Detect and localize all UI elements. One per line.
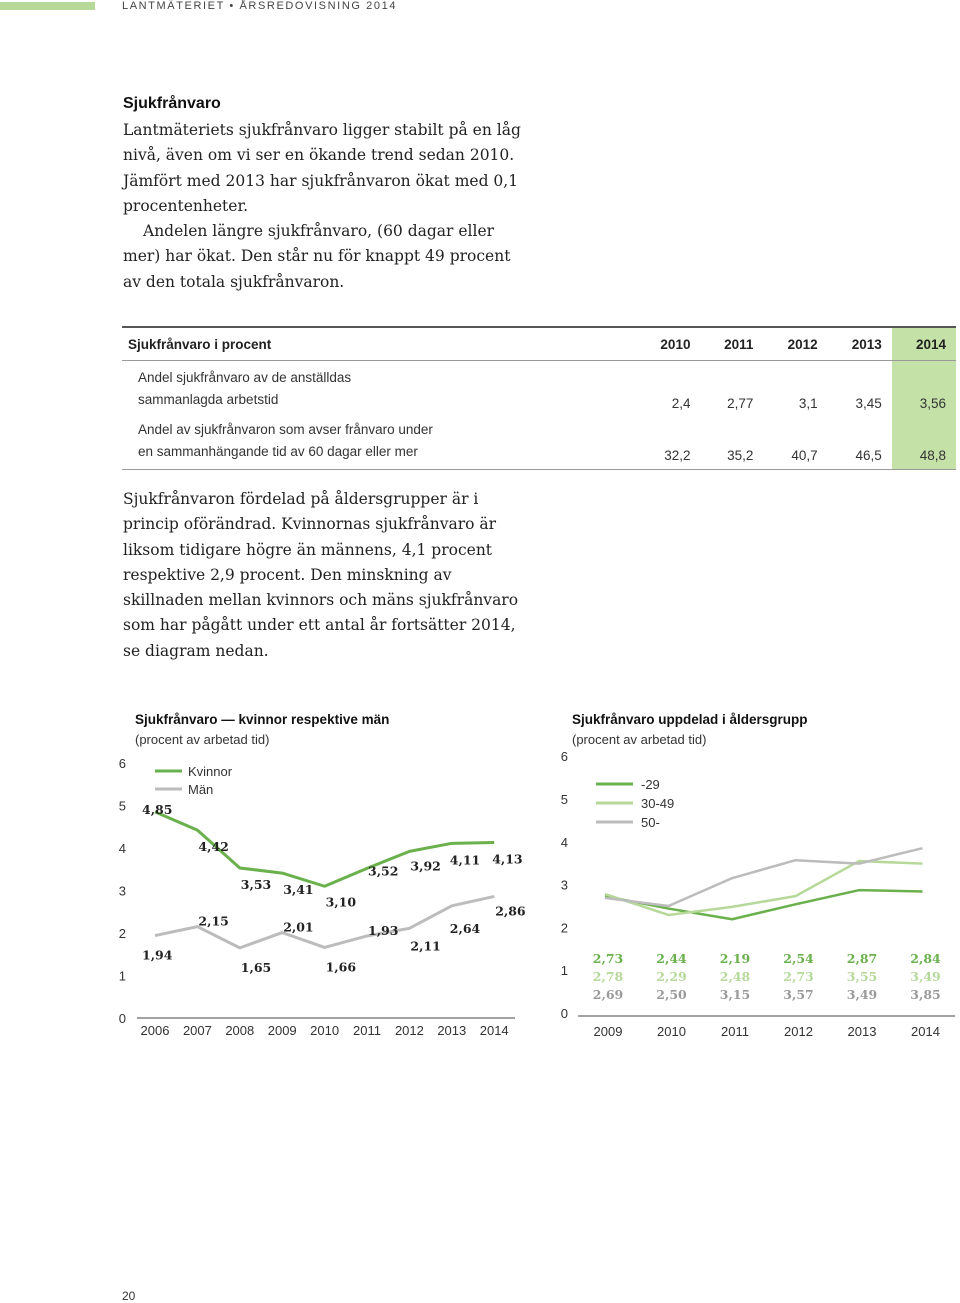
data-label: 3,53	[240, 876, 272, 892]
running-title: LANTMÄTERIET • ÅRSREDOVISNING 2014	[122, 0, 398, 12]
data-label: 2,11	[410, 938, 441, 954]
y-tick-label: 4	[118, 841, 126, 856]
y-tick-label: 0	[560, 1006, 568, 1021]
legend-label: Kvinnor	[188, 764, 233, 779]
data-label: 2,29	[656, 969, 687, 984]
data-label: 2,84	[910, 951, 941, 966]
data-label: 4,13	[492, 851, 523, 867]
data-label: 3,55	[846, 969, 878, 984]
y-tick-label: 1	[560, 963, 568, 979]
y-tick-label: 3	[118, 883, 126, 899]
data-label: 1,94	[142, 947, 173, 963]
data-label: 3,92	[410, 858, 441, 874]
series-line-2	[605, 848, 923, 906]
table-cell: 32,2	[636, 417, 700, 470]
x-tick-label: 2013	[437, 1023, 467, 1038]
col-header: 2011	[700, 327, 763, 361]
table-cell: 40,7	[763, 417, 827, 470]
data-label: 2,54	[783, 951, 814, 966]
x-tick-label: 2007	[182, 1023, 212, 1038]
data-label: 2,50	[656, 987, 687, 1002]
data-label: 2,44	[656, 951, 687, 966]
table-cell: 3,45	[855, 396, 882, 411]
data-label: 4,42	[198, 839, 229, 855]
y-tick-label: 5	[118, 798, 126, 814]
data-label: 3,41	[283, 882, 314, 898]
data-label: 2,69	[592, 987, 624, 1002]
x-tick-label: 2013	[847, 1024, 877, 1039]
table-cell: 2,4	[671, 396, 691, 411]
y-tick-label: 2	[118, 926, 126, 941]
data-label: 2,73	[592, 951, 624, 966]
legend-label: 50-	[641, 815, 660, 830]
x-tick-label: 2012	[394, 1023, 424, 1038]
data-label: 2,78	[592, 969, 624, 984]
y-tick-label: 3	[560, 877, 568, 893]
x-tick-label: 2008	[225, 1023, 255, 1038]
x-tick-label: 2011	[721, 1024, 749, 1039]
paragraph-1: Lantmäteriets sjukfrånvaro ligger stabilt på en låg nivå, även om vi ser en ökande trend sedan 2010. Jämfört med 2013 har sjukfrånvaron ökat med 0,1 procentenheter.	[123, 121, 521, 215]
data-label: 2,01	[283, 919, 314, 935]
col-header: 2013	[828, 327, 892, 361]
legend-label: -29	[641, 777, 660, 792]
table-cell-highlight: 48,8	[892, 417, 956, 470]
table-title: Sjukfrånvaro i procent	[122, 327, 636, 361]
data-label: 2,64	[449, 920, 481, 936]
data-label: 3,85	[910, 987, 941, 1002]
data-label: 1,66	[325, 959, 357, 975]
table-cell-highlight: 3,56	[892, 361, 956, 418]
data-label: 4,11	[449, 852, 481, 868]
data-label: 3,52	[368, 863, 399, 879]
data-label: 1,65	[240, 959, 272, 975]
row-label-line: en sammanhängande tid av 60 dagar eller mer	[138, 444, 418, 459]
x-tick-label: 2014	[911, 1024, 940, 1039]
data-label: 2,19	[719, 951, 751, 966]
table-cell: 46,5	[828, 417, 892, 470]
data-label: 3,15	[719, 987, 751, 1002]
data-label: 4,85	[142, 801, 173, 817]
legend-label: Män	[188, 782, 214, 797]
y-tick-label: 5	[560, 792, 568, 807]
x-tick-label: 2009	[267, 1023, 297, 1038]
y-tick-label: 4	[560, 834, 568, 850]
y-tick-label: 6	[118, 756, 126, 771]
x-tick-label: 2011	[353, 1023, 381, 1038]
row-label-line: Andel av sjukfrånvaron som avser frånvaro under	[138, 422, 433, 437]
col-header-highlight: 2014	[892, 327, 956, 361]
chart2-title: Sjukfrånvaro uppdelad i åldersgrupp	[572, 712, 808, 727]
row-label-line: Andel sjukfrånvaro av de anställdas	[138, 370, 352, 385]
x-tick-label: 2012	[784, 1024, 813, 1039]
y-tick-label: 6	[560, 749, 568, 765]
chart1-title: Sjukfrånvaro — kvinnor respektive män	[135, 712, 390, 727]
col-header: 2012	[763, 327, 827, 361]
x-tick-label: 2010	[657, 1024, 686, 1039]
data-label: 3,49	[846, 987, 878, 1002]
x-tick-label: 2006	[140, 1023, 170, 1038]
paragraph-2: Sjukfrånvaron fördelad på åldersgrupper är i princip oförändrad. Kvinnornas sjukfrånvaro är liksom tidigare högre än männens, 4,1 procent respektive 2,9 procent. Den minskning av skillnaden mellan kvinnors och mäns sjukfrånvaro som har pågått under ett antal år fortsätter 2014, se diagram nedan.	[123, 490, 519, 660]
data-label: 3,57	[783, 987, 814, 1002]
chart2-subtitle: (procent av arbetad tid)	[572, 732, 707, 747]
section-title: Sjukfrånvaro	[123, 95, 221, 112]
x-tick-label: 2009	[593, 1024, 623, 1039]
data-label: 3,10	[325, 894, 357, 910]
x-tick-label: 2010	[310, 1023, 340, 1038]
y-tick-label: 0	[118, 1011, 126, 1026]
row-label-line: sammanlagda arbetstid	[138, 392, 279, 407]
x-tick-label: 2014	[479, 1023, 509, 1038]
y-tick-label: 2	[560, 920, 568, 936]
data-label: 3,49	[910, 969, 941, 984]
chart1-subtitle: (procent av arbetad tid)	[135, 732, 270, 747]
data-label: 2,73	[783, 969, 814, 984]
paragraph-1b: Andelen längre sjukfrånvaro, (60 dagar eller mer) har ökat. Den står nu för knappt 49 procent av den totala sjukfrånvaron.	[123, 222, 511, 291]
y-tick-label: 1	[118, 968, 126, 984]
data-label: 2,87	[846, 951, 878, 966]
table-cell: 2,77	[727, 396, 754, 411]
table-cell: 35,2	[700, 417, 763, 470]
table-cell: 3,1	[798, 396, 818, 411]
data-label: 1,93	[368, 922, 399, 938]
legend-label: 30-49	[641, 796, 675, 811]
data-label: 2,15	[198, 913, 229, 929]
data-label: 2,86	[495, 903, 526, 919]
col-header: 2010	[636, 327, 700, 361]
data-label: 2,48	[719, 969, 751, 984]
page-number: 20	[122, 1289, 136, 1303]
